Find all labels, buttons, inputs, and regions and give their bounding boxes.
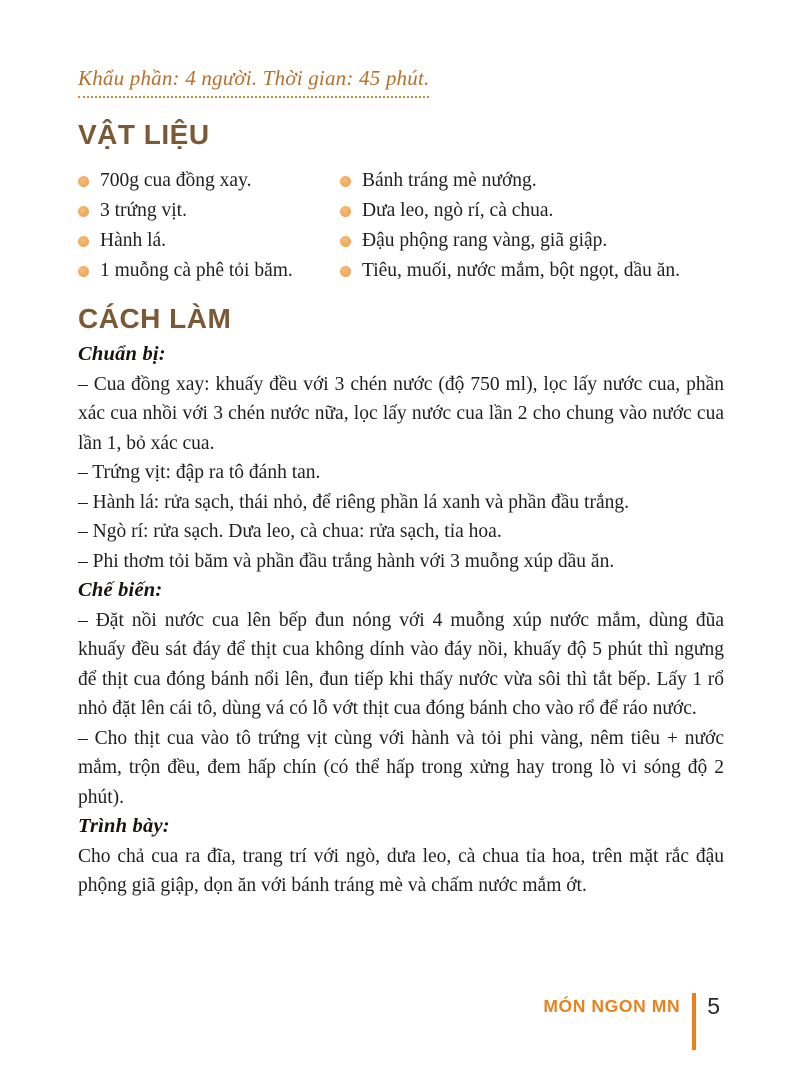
method-section-cooking bbox=[78, 576, 724, 812]
ingredient-label: 700g cua đồng xay. bbox=[100, 170, 252, 191]
bullet-icon bbox=[78, 236, 89, 247]
ingredient-item bbox=[78, 166, 340, 196]
ingredient-item bbox=[78, 196, 340, 226]
ingredient-label: Đậu phộng rang vàng, giã giập. bbox=[362, 230, 608, 251]
serving-info: Khẩu phần: 4 người. Thời gian: 45 phút. bbox=[78, 66, 429, 98]
ingredients-left-column bbox=[78, 166, 340, 286]
paragraph: – Trứng vịt: đập ra tô đánh tan. bbox=[78, 462, 321, 483]
book-title: MÓN NGON MN bbox=[543, 996, 681, 1016]
paragraph: – Ngò rí: rửa sạch. Dưa leo, cà chua: rửa sạch, tỉa hoa. bbox=[78, 521, 502, 542]
section-title: Chế biến: bbox=[78, 579, 163, 601]
paragraph: – Cho thịt cua vào tô trứng vịt cùng với hành và tỏi phi vàng, nêm tiêu + nước mắm, trộn đều, đem hấp chín (có thể hấp trong xửng hay trong lò vi sóng độ 2 phút). bbox=[78, 727, 724, 808]
ingredient-item bbox=[340, 226, 724, 256]
bullet-icon bbox=[340, 236, 351, 247]
method-section-presentation bbox=[78, 812, 724, 901]
bullet-icon bbox=[340, 266, 351, 277]
method-section-preparation bbox=[78, 340, 724, 576]
section-title: Chuẩn bị: bbox=[78, 343, 166, 365]
ingredients-right-column bbox=[340, 166, 724, 286]
page-number: 5 bbox=[707, 993, 720, 1019]
ingredient-label: Hành lá. bbox=[100, 230, 167, 251]
ingredient-label: Dưa leo, ngò rí, cà chua. bbox=[362, 200, 554, 221]
section-title: Trình bày: bbox=[78, 815, 170, 837]
ingredient-item bbox=[340, 256, 724, 286]
bullet-icon bbox=[78, 266, 89, 277]
bullet-icon bbox=[78, 206, 89, 217]
ingredients-heading: VẬT LIỆU bbox=[78, 119, 210, 150]
bullet-icon bbox=[340, 176, 351, 187]
ingredients-list bbox=[78, 166, 724, 286]
bullet-icon bbox=[78, 176, 89, 187]
ingredient-item bbox=[340, 196, 724, 226]
paragraph: – Hành lá: rửa sạch, thái nhỏ, để riêng phần lá xanh và phần đầu trắng. bbox=[78, 491, 629, 513]
ingredient-item bbox=[340, 166, 724, 196]
footer-divider bbox=[692, 993, 696, 1050]
method-heading: CÁCH LÀM bbox=[78, 303, 232, 334]
ingredient-item bbox=[78, 256, 340, 286]
recipe-page bbox=[78, 66, 724, 901]
ingredient-item bbox=[78, 226, 340, 256]
ingredient-label: 3 trứng vịt. bbox=[100, 200, 187, 221]
ingredient-label: 1 muỗng cà phê tỏi băm. bbox=[100, 260, 293, 281]
paragraph: Cho chả cua ra đĩa, trang trí với ngò, dưa leo, cà chua tỉa hoa, trên mặt rắc đậu phộng giã giập, dọn ăn với bánh tráng mè và chấm nước mắm ớt. bbox=[78, 845, 724, 896]
ingredient-label: Tiêu, muối, nước mắm, bột ngọt, dầu ăn. bbox=[362, 260, 681, 281]
bullet-icon bbox=[340, 206, 351, 217]
paragraph: – Phi thơm tỏi băm và phần đầu trắng hành với 3 muỗng xúp dầu ăn. bbox=[78, 550, 615, 572]
page-footer bbox=[543, 993, 720, 1050]
paragraph: – Cua đồng xay: khuấy đều với 3 chén nước (độ 750 ml), lọc lấy nước cua, phần xác cua nhồi với 3 chén nước nữa, lọc lấy nước cua lần 2 cho chung vào nước cua lần 1, bỏ xác cua. bbox=[78, 373, 724, 454]
paragraph: – Đặt nồi nước cua lên bếp đun nóng với 4 muỗng xúp nước mắm, dùng đũa khuấy đều sát đáy để thịt cua không dính vào đáy nồi, khuấy độ 5 phút thì ngưng để thịt cua đóng bánh nổi lên, đun tiếp khi thấy nước vừa sôi thì tắt bếp. Lấy 1 rổ nhỏ đặt lên cái tô, dùng vá có lỗ vớt thịt cua đóng bánh cho vào rổ để ráo nước. bbox=[78, 609, 724, 719]
ingredient-label: Bánh tráng mè nướng. bbox=[362, 170, 537, 191]
